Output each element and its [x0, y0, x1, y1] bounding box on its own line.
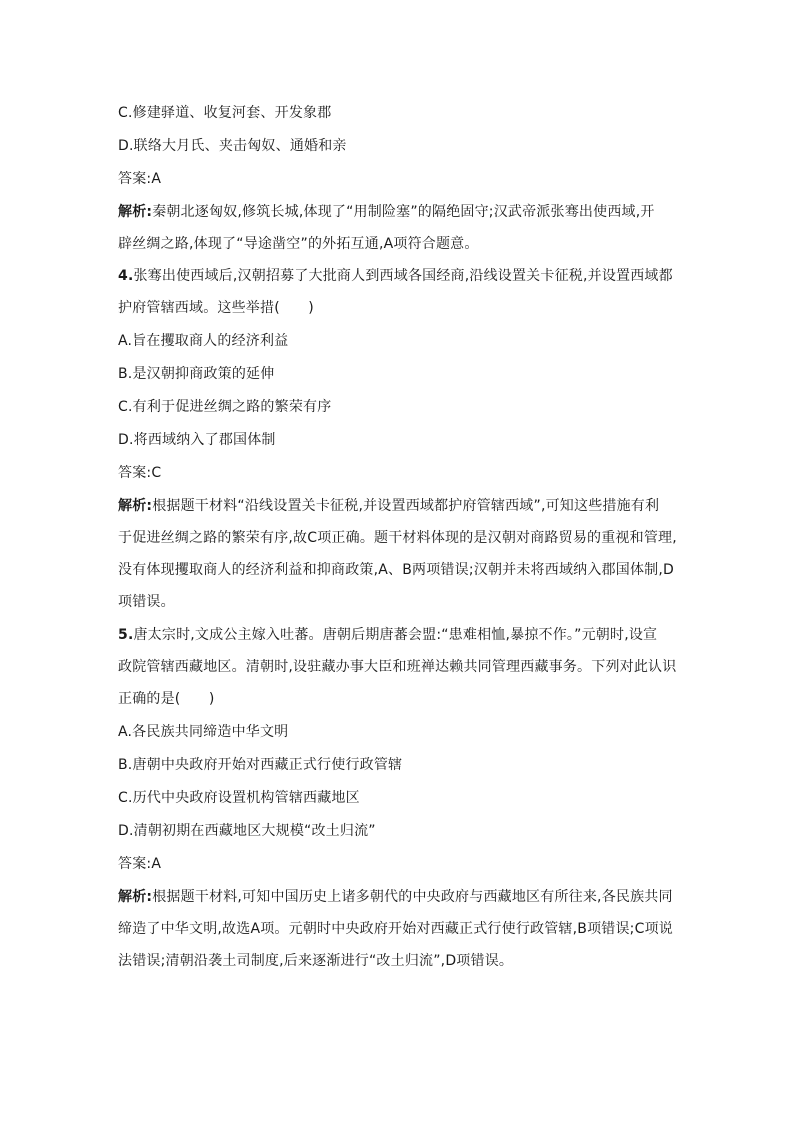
q3-analysis-label: 解析:: [118, 204, 153, 220]
q5-number: 5.: [118, 627, 134, 643]
q5-analysis-line-1: [118, 887, 673, 907]
q4-option-b: B.是汉朝抑商政策的延伸: [118, 366, 275, 382]
q5-stem-line-1: [118, 625, 657, 645]
q3-option-c: C.修建驿道、收复河套、开发象郡: [118, 105, 332, 121]
q4-number: 4.: [118, 268, 134, 284]
q5-stem-line-2: 政院管辖西藏地区。清朝时,设驻藏办事大臣和班禅达赖共同管理西藏事务。下列对此认识: [118, 659, 677, 675]
q3-answer: 答案:A: [118, 171, 162, 187]
q4-analysis-label: 解析:: [118, 498, 153, 514]
q5-option-a: A.各民族共同缔造中华文明: [118, 724, 289, 740]
q4-analysis-text: 根据题干材料“沿线设置关卡征税,并设置西域都护府管辖西域”,可知这些措施有利: [152, 498, 660, 514]
q3-option-d: D.联络大月氏、夹击匈奴、通婚和亲: [118, 138, 347, 154]
q5-answer: 答案:A: [118, 856, 162, 872]
q5-option-d: D.清朝初期在西藏地区大规模“改土归流”: [118, 823, 376, 839]
q4-analysis-line-4: 项错误。: [118, 594, 175, 610]
q4-stem-text: 张骞出使西域后,汉朝招募了大批商人到西域各国经商,沿线设置关卡征税,并设置西域都: [133, 268, 673, 284]
q3-analysis-line-1: [118, 202, 655, 222]
q4-answer: 答案:C: [118, 465, 162, 481]
q4-option-d: D.将西域纳入了郡国体制: [118, 432, 276, 448]
q4-stem-line-1: [118, 266, 673, 286]
q5-stem-line-3: 正确的是( ): [118, 691, 215, 707]
q5-analysis-text: 根据题干材料,可知中国历史上诸多朝代的中央政府与西藏地区有所往来,各民族共同: [152, 889, 673, 905]
q3-analysis-text: 秦朝北逐匈奴,修筑长城,体现了“用制险塞”的隔绝固守;汉武帝派张骞出使西域,开: [152, 204, 655, 220]
q3-analysis-line-2: 辟丝绸之路,体现了“导途凿空”的外拓互通,A项符合题意。: [118, 236, 479, 252]
q5-option-b: B.唐朝中央政府开始对西藏正式行使行政管辖: [118, 757, 403, 773]
q4-stem-line-2: 护府管辖西域。这些举措( ): [118, 300, 314, 316]
q5-analysis-label: 解析:: [118, 889, 153, 905]
q4-analysis-line-2: 于促进丝绸之路的繁荣有序,故C项正确。题干材料体现的是汉朝对商路贸易的重视和管理,: [118, 530, 677, 546]
q5-analysis-line-3: 法错误;清朝沿袭土司制度,后来逐渐进行“改土归流”,D项错误。: [118, 953, 514, 969]
q4-option-c: C.有利于促进丝绸之路的繁荣有序: [118, 399, 332, 415]
q5-stem-text: 唐太宗时,文成公主嫁入吐蕃。唐朝后期唐蕃会盟:“患难相恤,暴掠不作。”元朝时,设宣: [133, 627, 658, 643]
q4-analysis-line-3: 没有体现攫取商人的经济利益和抑商政策,A、B两项错误;汉朝并未将西域纳入郡国体制,D: [118, 562, 674, 578]
q5-analysis-line-2: 缔造了中华文明,故选A项。元朝时中央政府开始对西藏正式行使行政管辖,B项错误;C项说: [118, 921, 673, 937]
q4-analysis-line-1: [118, 496, 659, 516]
q5-option-c: C.历代中央政府设置机构管辖西藏地区: [118, 790, 360, 806]
q4-option-a: A.旨在攫取商人的经济利益: [118, 333, 289, 349]
